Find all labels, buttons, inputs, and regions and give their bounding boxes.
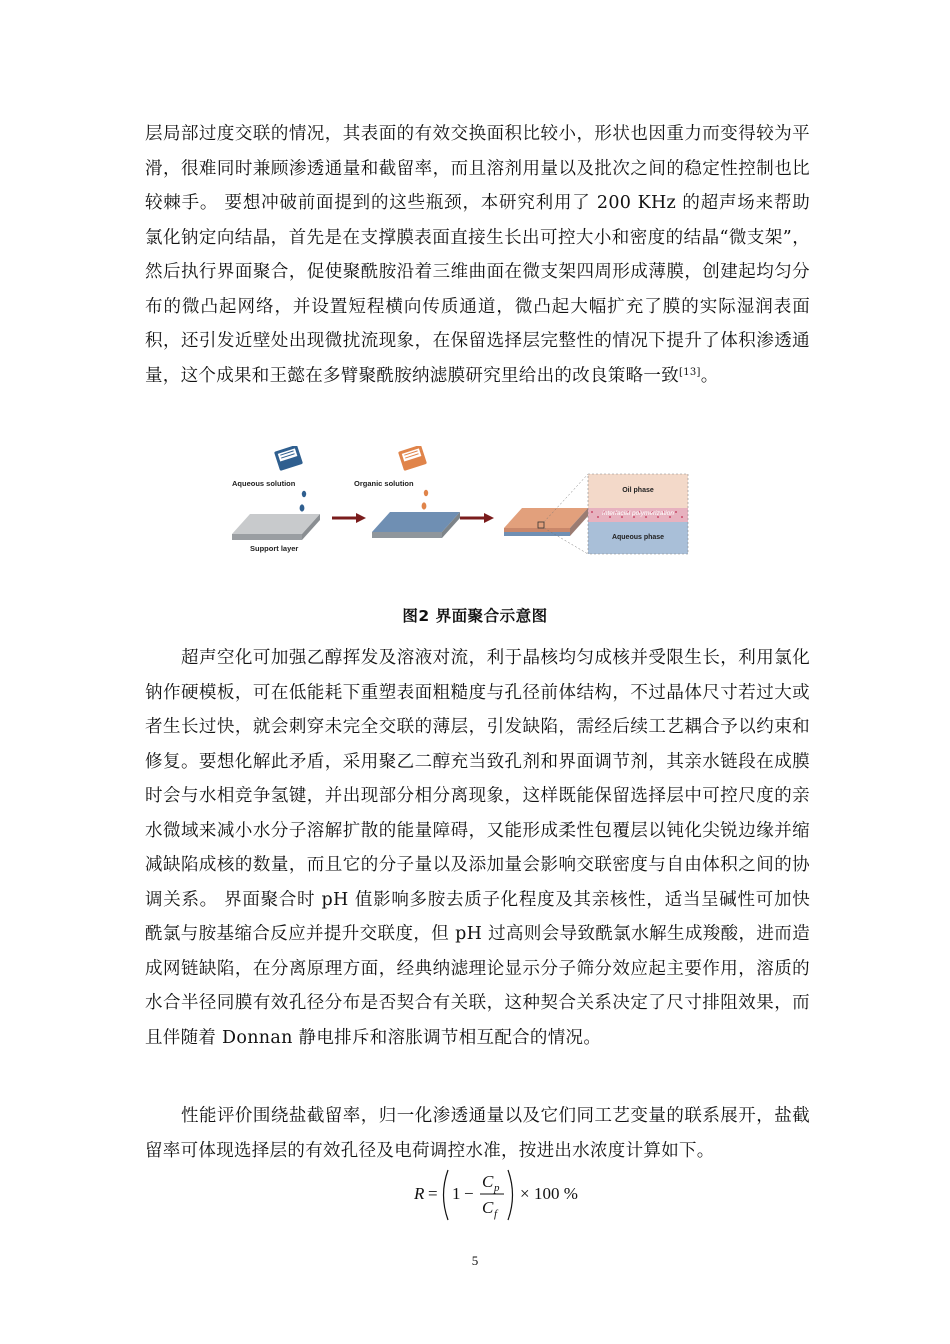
- formula-left-paren: [444, 1170, 449, 1220]
- orange-layer-front: [504, 528, 570, 532]
- page-number: 5: [471, 1253, 479, 1268]
- formula-times: ×: [520, 1184, 530, 1203]
- aqueous-bottle-icon: [274, 446, 303, 471]
- process-arrow-1: [332, 513, 366, 523]
- formula-percent: 100 %: [534, 1184, 578, 1203]
- formula-numerator: C: [482, 1172, 494, 1191]
- citation-13[interactable]: [13]: [679, 366, 701, 378]
- formula-minus: −: [464, 1184, 474, 1203]
- interfacial-polymerization-label: Interfacial polymerization: [602, 510, 674, 517]
- support-layer-label: Support layer: [250, 544, 299, 553]
- formula-denominator: C: [482, 1198, 494, 1217]
- paragraph-1-text: 层局部过度交联的情况，其表面的有效交换面积比较小，形状也因重力而变得较为平滑，很难同时兼顾渗透通量和截留率，而且溶剂用量以及批次之间的稳定性控制也比较棘手。 要想冲破前面提到的这些瓶颈，本研究利用了 200 KHz 的超声场来帮助氯化钠定向结晶，首先是在支撑膜表面直接生长出可控大小和密度的结晶“微支架”，然后执行界面聚合，促使聚酰胺沿着三维曲面在微支架四周形成薄膜，创建起均匀分布的微凸起网络，并设置短程横向传质通道，微凸起大幅扩充了膜的实际湿润表面积，还引发近壁处出现微扰流现象，在保留选择层完整性的情况下提升了体积渗透通量，这个成果和王懿在多臂聚酰胺纳滤膜研究里给出的改良策略一致: [145, 124, 810, 386]
- polymerized-stage: [504, 474, 588, 554]
- organic-solution-label: Organic solution: [354, 479, 414, 488]
- formula-numerator-sub: p: [494, 1182, 500, 1194]
- formula-eq: =: [428, 1184, 438, 1203]
- support-layer-stage: [232, 514, 320, 553]
- oil-phase-label: Oil phase: [622, 487, 654, 494]
- support-layer-front: [232, 534, 302, 540]
- organic-drop-icon: [424, 490, 428, 496]
- paragraph-2: 超声空化可加强乙醇挥发及溶液对流，利于晶核均匀成核并受限生长，利用氯化钠作硬模板，可在低能耗下重塑表面粗糙度与孔径前体结构，不过晶体尺寸若过大或者生长过快，就会刺穿未完全交联的薄层，引发缺陷，需经后续工艺耦合予以约束和修复。要想化解此矛盾，采用聚乙二醇充当致孔剂和界面调节剂，其亲水链段在成膜时会与水相竞争氢键，并出现部分相分离现象，这样既能保留选择层中可控尺度的亲水微域来减小水分子溶解扩散的能量障碍，又能形成柔性包覆层以钝化尖锐边缘并缩减缺陷成核的数量，而且它的分子量以及添加量会影响交联密度与自由体积之间的协调关系。 界面聚合时 pH 值影响多胺去质子化程度及其亲核性，适当呈碱性可加快酰氯与胺基缩合反应并提升交联度，但 pH 过高则会导致酰氯水解生成羧酸，进而造成网链缺陷，在分离原理方面，经典纳滤理论显示分子筛分效应起主要作用，溶质的水合半径同膜有效孔径分布是否契合有关联，这种契合关系决定了尺寸排阻效果，而且伴随着 Donnan 静电排斥和溶胀调节相互配合的情况。: [145, 648, 810, 1048]
- process-arrow-2: [460, 513, 494, 523]
- paragraph-1: [145, 117, 810, 393]
- figure-caption: 图2 界面聚合示意图: [402, 607, 548, 625]
- aqueous-coated-stage: [372, 512, 460, 538]
- organic-drop-icon-2: [422, 502, 427, 509]
- phase-panel: [588, 474, 688, 554]
- blue-layer-front: [372, 532, 442, 538]
- aqueous-solution-label: Aqueous solution: [232, 479, 296, 488]
- formula-lhs: R: [414, 1184, 425, 1203]
- salt-rejection-formula: [408, 1166, 588, 1224]
- blue-under-front: [504, 532, 570, 536]
- formula-one: 1: [452, 1184, 461, 1203]
- formula-denominator-sub: f: [494, 1208, 498, 1220]
- paragraph-1-end: 。: [700, 365, 719, 386]
- organic-bottle-icon: [398, 446, 427, 471]
- paragraph-3: 性能评价围绕盐截留率，归一化渗透通量以及它们同工艺变量的联系展开，盐截留率可体现选择层的有效孔径及电荷调控水准，按进出水浓度计算如下。: [145, 1106, 810, 1161]
- aqueous-drop-icon-2: [300, 504, 305, 511]
- aqueous-phase-label: Aqueous phase: [611, 534, 665, 541]
- interfacial-polymerization-figure: [228, 446, 690, 568]
- formula-right-paren: [508, 1170, 513, 1220]
- aqueous-drop-icon: [302, 491, 306, 497]
